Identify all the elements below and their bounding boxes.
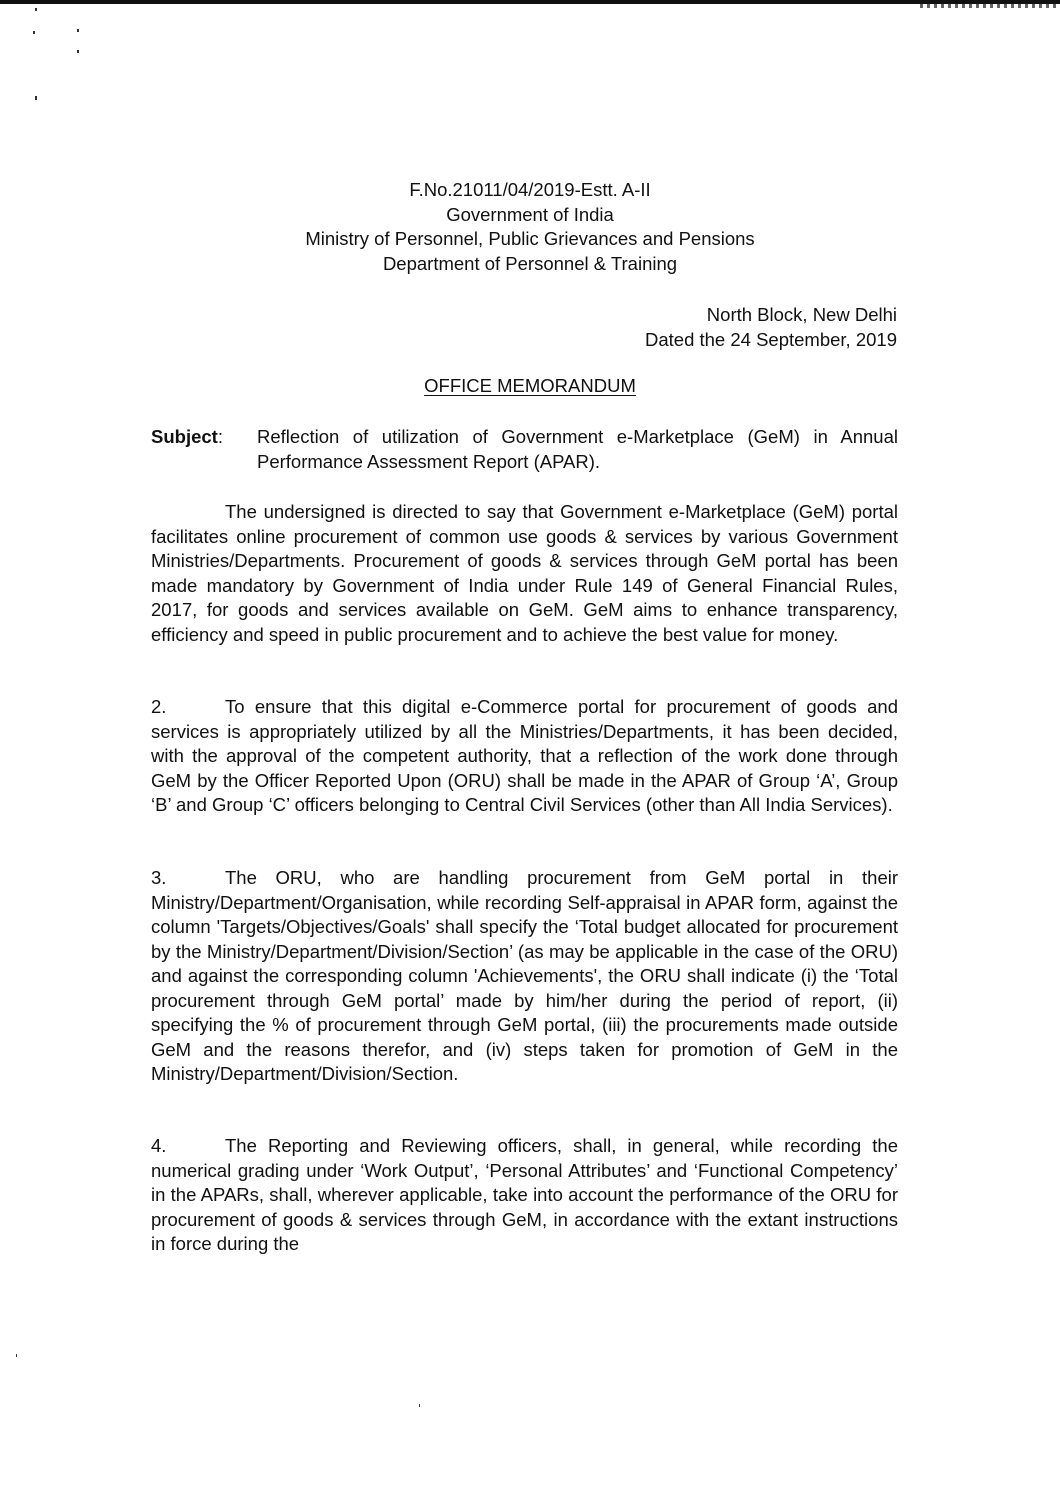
document-title xyxy=(0,374,1060,398)
paragraph-text: The undersigned is directed to say that Government e-Marketplace (GeM) portal facilitates online procurement of common use goods & services by various Government Ministries/Departments. Procurement of goods & services through GeM portal has been made mandatory by Government of India under Rule 149 of General Financial Rules, 2017, for goods and services available on GeM. GeM aims to enhance transparency, efficiency and speed in public procurement and to achieve the best value for money. xyxy=(151,501,898,645)
scan-speck xyxy=(419,1404,420,1407)
paragraph-number: 2. xyxy=(151,696,167,717)
paragraph-number: 4. xyxy=(151,1135,167,1156)
scan-speck xyxy=(77,29,79,32)
scan-speck xyxy=(77,50,79,53)
date: Dated the 24 September, 2019 xyxy=(645,329,897,350)
paragraph-text: The ORU, who are handling procurement from GeM portal in their Ministry/Department/Organisation, while recording Self-appraisal in APAR form, against the column 'Targets/Objectives/Goals' shall specify the ‘Total budget allocated for procurement by the Ministry/Department/Division/Section’ (as may be applicable in the case of the ORU) and against the corresponding column 'Achievements', the ORU shall indicate (i) the ‘Total procurement through GeM portal’ made by him/her during the period of report, (ii) specifying the % of procurement through GeM portal, (iii) the procurements made outside GeM and the reasons therefor, and (iv) steps taken for promotion of GeM in the Ministry/Department/Division/Section. xyxy=(151,867,898,1084)
file-number: F.No.21011/04/2019-Estt. A-II xyxy=(409,179,651,200)
department-name: Department of Personnel & Training xyxy=(382,252,678,274)
subject-block xyxy=(151,424,898,474)
letterhead xyxy=(250,178,810,276)
paragraph-number: 3. xyxy=(151,867,167,888)
subject-text: Reflection of utilization of Government e-Marketplace (GeM) in Annual Performance Assessment Report (APAR). xyxy=(257,426,898,472)
paragraph-3 xyxy=(151,866,898,1087)
paragraph-1 xyxy=(151,500,898,647)
subject-colon: : xyxy=(217,426,223,447)
place: North Block, New Delhi xyxy=(706,304,897,325)
scan-top-edge xyxy=(0,0,1060,4)
document-title-text: OFFICE MEMORANDUM xyxy=(424,375,636,396)
paragraph-text: The Reporting and Reviewing officers, shall, in general, while recording the numerical grading under ‘Work Output’, ‘Personal Attributes’ and ‘Functional Competency’ in the APARs, shall, wherever applicable, take into account the performance of the ORU for procurement of goods & services through GeM, in accordance with the extant instructions in force during the xyxy=(151,1135,898,1254)
scan-edge-noise xyxy=(920,4,1060,8)
ministry-name: Ministry of Personnel, Public Grievances and Pensions xyxy=(305,228,755,249)
scan-speck xyxy=(35,96,37,100)
scan-speck xyxy=(33,31,35,34)
scan-speck xyxy=(35,8,37,11)
paragraph-2 xyxy=(151,695,898,818)
scan-speck xyxy=(16,1354,17,1357)
paragraph-4 xyxy=(151,1134,898,1257)
subject-label xyxy=(151,424,223,449)
place-and-date xyxy=(645,302,897,352)
government-name: Government of India xyxy=(446,203,614,225)
paragraph-text: To ensure that this digital e-Commerce portal for procurement of goods and services is appropriately utilized by all the Ministries/Departments, it has been decided, with the approval of the competent authority, that a reflection of the work done through GeM by the Officer Reported Upon (ORU) shall be made in the APAR of Group ‘A’, Group ‘B’ and Group ‘C’ officers belonging to Central Civil Services (other than All India Services). xyxy=(151,696,898,815)
subject-label-text: Subject xyxy=(151,426,218,447)
